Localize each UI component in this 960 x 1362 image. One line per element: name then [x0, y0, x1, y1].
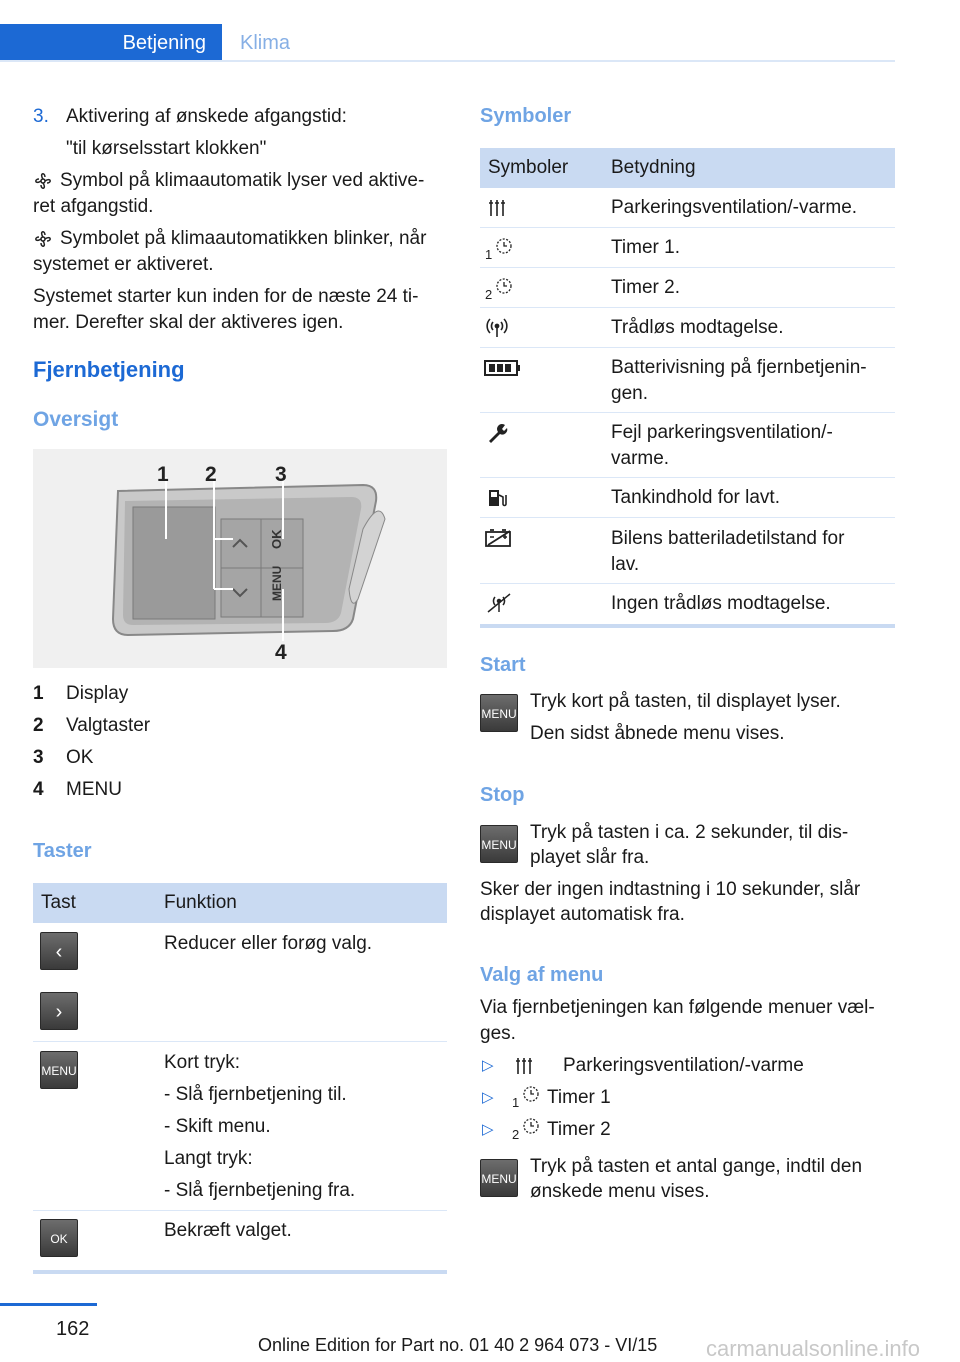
list-item: Timer 1: [547, 1087, 611, 1108]
table-end-bar: [480, 624, 895, 628]
legend-number: 4: [33, 779, 44, 800]
svg-text:2: 2: [485, 287, 493, 302]
table-cell: Ingen trådløs modtagelse.: [611, 593, 831, 614]
symbol-table-header: [480, 148, 895, 188]
table-cell: lav.: [611, 554, 640, 575]
menu-key-icon: MENU: [480, 1159, 518, 1197]
timer2-icon: [484, 276, 514, 302]
row-divider: [33, 1041, 447, 1042]
remote-ok-label: OK: [269, 529, 284, 549]
row-divider: [480, 517, 895, 518]
step-number: 3.: [33, 106, 49, 127]
paragraph-line: Tryk kort på tasten, til displayet lyser.: [530, 691, 841, 712]
table-cell: varme.: [611, 448, 670, 469]
ok-key-icon: OK: [40, 1219, 78, 1257]
remote-illustration: [33, 449, 447, 668]
legend-number: 1: [33, 683, 44, 704]
tab-klima[interactable]: Klima: [240, 32, 291, 54]
page-number: 162: [56, 1318, 90, 1340]
table-cell: - Skift menu.: [164, 1116, 271, 1137]
table-cell: - Slå fjernbetjening til.: [164, 1084, 347, 1105]
callout-2: 2: [205, 463, 217, 486]
callout-1: 1: [157, 463, 169, 486]
list-item: Parkeringsventilation/-varme: [563, 1055, 804, 1076]
column-header: Funktion: [164, 892, 237, 913]
table-cell: Bilens batteriladetilstand for: [611, 528, 845, 549]
table-cell: Langt tryk:: [164, 1148, 253, 1169]
table-cell: Parkeringsventilation/-varme.: [611, 197, 858, 218]
taster-table-header: [33, 883, 447, 923]
battery-icon: [484, 358, 522, 378]
wrench-icon: [486, 422, 508, 444]
heat-waves-icon: [486, 197, 508, 219]
column-header: Betydning: [611, 157, 696, 178]
svg-text:1: 1: [512, 1095, 520, 1110]
heat-waves-icon: [513, 1055, 535, 1077]
header-divider: [0, 60, 895, 62]
footer-line: [0, 1303, 97, 1306]
row-divider: [480, 307, 895, 308]
heading-taster: Taster: [33, 840, 92, 862]
table-cell: Trådløs modtagelse.: [611, 317, 784, 338]
table-cell: Fejl parkeringsventilation/-: [611, 422, 833, 443]
paragraph-line: Via fjernbetjeningen kan følgende menuer væl-: [480, 997, 875, 1018]
paragraph-line: mer. Derefter skal der aktiveres igen.: [33, 312, 344, 333]
table-cell: Timer 2.: [611, 277, 680, 298]
watermark: carmanualsonline.info: [706, 1336, 921, 1361]
column-header: Symboler: [488, 157, 569, 178]
menu-key-icon: MENU: [40, 1051, 78, 1089]
table-cell: Reducer eller forøg valg.: [164, 933, 373, 954]
paragraph-line: displayet automatisk fra.: [480, 904, 685, 925]
column-header: Tast: [41, 892, 76, 913]
row-divider: [480, 583, 895, 584]
paragraph-line: ret afgangstid.: [33, 196, 154, 217]
bullet-triangle-icon: ▷: [482, 1121, 494, 1138]
paragraph-line: Tryk på tasten i ca. 2 sekunder, til dis-: [530, 822, 849, 843]
table-cell: gen.: [611, 383, 648, 404]
remote-key-drawing: [33, 449, 447, 668]
legend-number: 2: [33, 715, 44, 736]
left-arrow-key-icon: ‹: [40, 932, 78, 970]
table-cell: Bekræft valget.: [164, 1220, 292, 1241]
fuel-icon: [486, 487, 508, 509]
menu-key-icon: MENU: [480, 694, 518, 732]
legend-number: 3: [33, 747, 44, 768]
table-cell: Tankindhold for lavt.: [611, 487, 780, 508]
timer2-icon: [511, 1116, 541, 1142]
row-divider: [33, 1210, 447, 1211]
paragraph-line: Symbol på klimaautomatik lyser ved aktive-: [60, 170, 425, 191]
heading-start: Start: [480, 654, 526, 676]
heading-stop: Stop: [480, 784, 525, 806]
signal-icon: [486, 317, 508, 339]
car-battery-icon: [484, 527, 514, 549]
callout-3: 3: [275, 463, 287, 486]
list-item: Timer 2: [547, 1119, 611, 1140]
bullet-triangle-icon: ▷: [482, 1089, 494, 1106]
table-cell: Batterivisning på fjernbetjenin-: [611, 357, 867, 378]
paragraph-line: Tryk på tasten et antal gange, indtil den: [530, 1156, 863, 1177]
table-cell: Kort tryk:: [164, 1052, 241, 1073]
heading-fjernbetjening: Fjernbetjening: [33, 357, 185, 382]
step-text: "til kørselsstart klokken": [66, 138, 267, 159]
right-arrow-key-icon: ›: [40, 992, 78, 1030]
fan-icon: [33, 171, 53, 191]
paragraph-line: Den sidst åbnede menu vises.: [530, 723, 785, 744]
remote-menu-label: MENU: [270, 565, 284, 601]
paragraph-line: systemet er aktiveret.: [33, 254, 214, 275]
table-cell: - Slå fjernbetjening fra.: [164, 1180, 356, 1201]
row-divider: [480, 477, 895, 478]
row-divider: [480, 267, 895, 268]
paragraph-line: Systemet starter kun inden for de næste 24 ti-: [33, 286, 419, 307]
fan-icon: [33, 229, 53, 249]
paragraph-line: ges.: [480, 1023, 516, 1044]
paragraph-line: Sker der ingen indtastning i 10 sekunder, slår: [480, 879, 861, 900]
timer1-icon: [484, 236, 514, 262]
no-signal-icon: [486, 592, 512, 614]
row-divider: [480, 227, 895, 228]
bullet-triangle-icon: ▷: [482, 1057, 494, 1074]
legend-label: OK: [66, 747, 94, 768]
menu-key-icon: MENU: [480, 825, 518, 863]
step-text: Aktivering af ønskede afgangstid:: [66, 106, 347, 127]
paragraph-line: ønskede menu vises.: [530, 1181, 710, 1202]
svg-text:1: 1: [485, 247, 493, 262]
edition-text: Online Edition for Part no. 01 40 2 964 073 - VI/15: [258, 1335, 658, 1355]
table-end-bar: [33, 1270, 447, 1274]
tab-betjening[interactable]: Betjening: [0, 24, 222, 62]
paragraph-line: Symbolet på klimaautomatikken blinker, når: [60, 228, 427, 249]
legend-label: Valgtaster: [66, 715, 151, 736]
legend-label: Display: [66, 683, 129, 704]
legend-label: MENU: [66, 779, 122, 800]
heading-valg-af-menu: Valg af menu: [480, 964, 604, 986]
row-divider: [480, 412, 895, 413]
table-cell: Timer 1.: [611, 237, 680, 258]
heading-symboler: Symboler: [480, 105, 572, 127]
timer1-icon: [511, 1084, 541, 1110]
svg-text:2: 2: [512, 1127, 520, 1142]
heading-oversigt: Oversigt: [33, 408, 119, 431]
callout-4: 4: [275, 641, 287, 664]
row-divider: [480, 347, 895, 348]
paragraph-line: playet slår fra.: [530, 847, 650, 868]
